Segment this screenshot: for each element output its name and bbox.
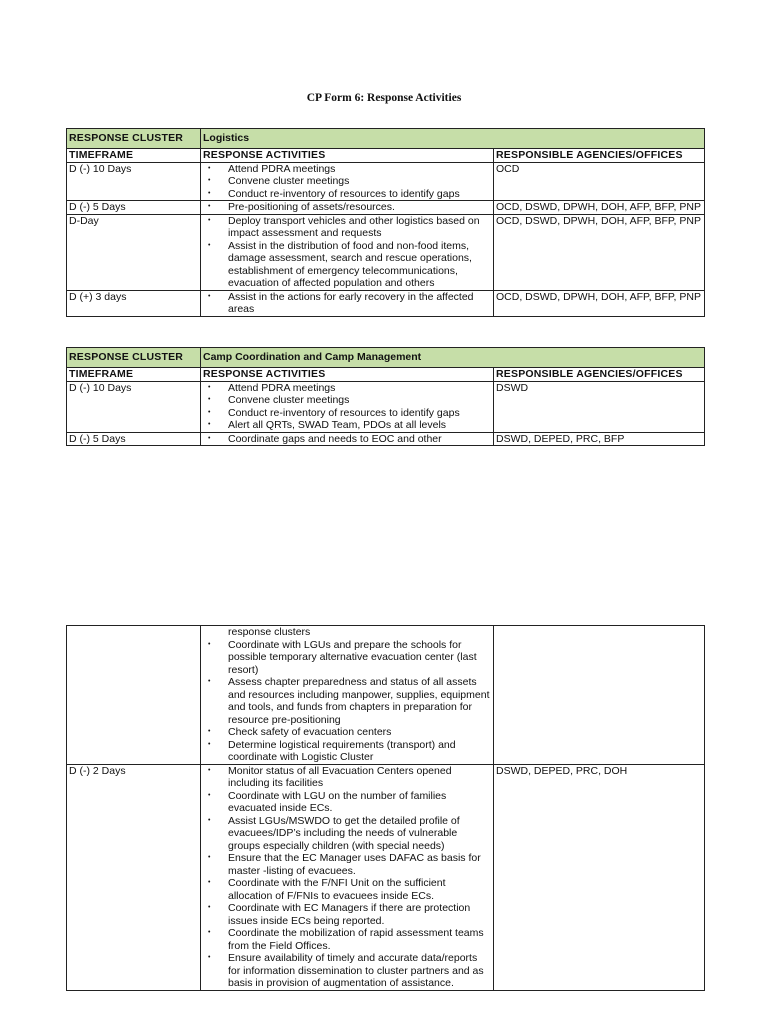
header-row	[67, 149, 705, 163]
cluster-row	[67, 348, 705, 368]
activities-cell	[201, 432, 494, 446]
activity-item: • Coordinate with LGUs and prepare the schools for possible temporary alternative evacuation center (last resort)	[203, 639, 491, 677]
activities-cell	[201, 201, 494, 215]
activity-item: • Pre-positioning of assets/resources.	[203, 201, 491, 214]
timeframe-cell: D (-) 5 Days	[67, 432, 201, 446]
activities-cell	[201, 381, 494, 432]
activities-cell	[201, 214, 494, 290]
activity-item: • Assist in the actions for early recovery in the affected areas	[203, 291, 491, 316]
activity-item: • Assist in the distribution of food and non-food items, damage assessment, search and rescue operations, establishment of emergency telecommunications, evacuation of affected population and others	[203, 240, 491, 290]
form-title: CP Form 6: Response Activities	[306, 92, 462, 104]
activities-cell	[201, 626, 494, 765]
agencies-cell: OCD, DSWD, DPWH, DOH, AFP, BFP, PNP	[494, 201, 705, 215]
table-row	[67, 381, 705, 432]
responsible-agencies-header: RESPONSIBLE AGENCIES/OFFICES	[494, 149, 705, 163]
timeframe-cell: D (-) 2 Days	[67, 764, 201, 990]
table-row	[67, 432, 705, 446]
activities-cell	[201, 162, 494, 201]
activity-item: • Ensure that the EC Manager uses DAFAC as basis for master -listing of evacuees.	[203, 852, 491, 877]
activity-item-continued: response clusters	[228, 626, 311, 638]
activity-item: • Conduct re-inventory of resources to identify gaps	[203, 188, 491, 201]
response-activities-header: RESPONSE ACTIVITIES	[201, 368, 494, 382]
table-row	[67, 201, 705, 215]
table-row	[67, 290, 705, 316]
timeframe-cell: D-Day	[67, 214, 201, 290]
responsible-agencies-header: RESPONSIBLE AGENCIES/OFFICES	[494, 368, 705, 382]
agencies-cell	[494, 626, 705, 765]
activity-item: • Attend PDRA meetings	[203, 163, 491, 176]
agencies-cell: OCD	[494, 162, 705, 201]
header-row	[67, 368, 705, 382]
activity-item: • Coordinate gaps and needs to EOC and other	[203, 433, 491, 446]
activity-item: • Alert all QRTs, SWAD Team, PDOs at all levels	[203, 419, 491, 432]
activity-item: • Coordinate the mobilization of rapid assessment teams from the Field Offices.	[203, 927, 491, 952]
cluster-name: Camp Coordination and Camp Management	[201, 348, 705, 368]
table-row	[67, 626, 705, 765]
response-cluster-label: RESPONSE CLUSTER	[67, 348, 201, 368]
cccm-table	[66, 347, 705, 446]
table-row	[67, 162, 705, 201]
activity-item: • Assess chapter preparedness and status of all assets and resources including manpower, supplies, equipment and tools, and funds from chapters in preparation for resource pre-positioning	[203, 676, 491, 726]
activity-item: • Ensure availability of timely and accurate data/reports for information dissemination to cluster partners and as basis in provision of augmentation of assistance.	[203, 952, 491, 990]
activities-cell	[201, 290, 494, 316]
cluster-name: Logistics	[201, 129, 705, 149]
activity-item: • Check safety of evacuation centers	[203, 726, 491, 739]
activity-item: • Attend PDRA meetings	[203, 382, 491, 395]
activity-item: • Coordinate with the F/NFI Unit on the sufficient allocation of F/FNIs to evacuees inside ECs.	[203, 877, 491, 902]
activity-item: • Conduct re-inventory of resources to identify gaps	[203, 407, 491, 420]
agencies-cell: OCD, DSWD, DPWH, DOH, AFP, BFP, PNP	[494, 214, 705, 290]
activity-item: • Monitor status of all Evacuation Centers opened including its facilities	[203, 765, 491, 790]
table-row	[67, 214, 705, 290]
timeframe-cell	[67, 626, 201, 765]
agencies-cell: DSWD, DEPED, PRC, BFP	[494, 432, 705, 446]
logistics-table	[66, 128, 705, 317]
timeframe-cell: D (-) 10 Days	[67, 162, 201, 201]
activities-cell	[201, 764, 494, 990]
timeframe-cell: D (-) 10 Days	[67, 381, 201, 432]
cluster-row	[67, 129, 705, 149]
agencies-cell: DSWD	[494, 381, 705, 432]
timeframe-cell: D (-) 5 Days	[67, 201, 201, 215]
continuation-table	[66, 625, 705, 991]
response-activities-header: RESPONSE ACTIVITIES	[201, 149, 494, 163]
timeframe-header: TIMEFRAME	[67, 368, 201, 382]
activity-item: • Assist LGUs/MSWDO to get the detailed profile of evacuees/IDP’s including the needs of vulnerable groups especially children (with special needs)	[203, 815, 491, 853]
agencies-cell: DSWD, DEPED, PRC, DOH	[494, 764, 705, 990]
table-row	[67, 764, 705, 990]
activity-item: • Convene cluster meetings	[203, 394, 491, 407]
agencies-cell: OCD, DSWD, DPWH, DOH, AFP, BFP, PNP	[494, 290, 705, 316]
timeframe-cell: D (+) 3 days	[67, 290, 201, 316]
activity-item: • Deploy transport vehicles and other logistics based on impact assessment and requests	[203, 215, 491, 240]
activity-item: • Determine logistical requirements (transport) and coordinate with Logistic Cluster	[203, 739, 491, 764]
activity-item: • Convene cluster meetings	[203, 175, 491, 188]
response-cluster-label: RESPONSE CLUSTER	[67, 129, 201, 149]
timeframe-header: TIMEFRAME	[67, 149, 201, 163]
activity-item: • Coordinate with EC Managers if there are protection issues inside ECs being reported.	[203, 902, 491, 927]
activity-item: • Coordinate with LGU on the number of families evacuated inside ECs.	[203, 790, 491, 815]
